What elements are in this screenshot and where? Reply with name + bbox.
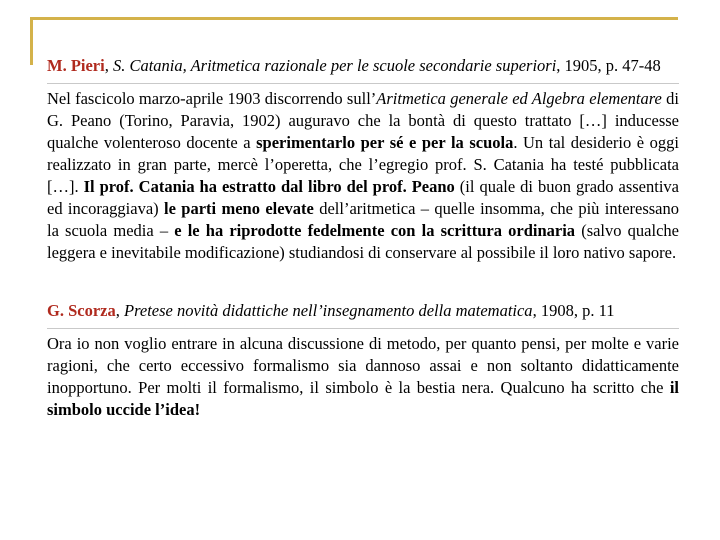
- slide-content: [47, 55, 679, 421]
- quote-text: Ora io non voglio entrare in alcuna discussione di metodo, per quanto pensi, per molte e varie ragioni, che certo eccessivo formalismo sia dannoso assai e non soltanto didatticamente inopportuno. Per molti il formalismo, il simbolo è la bestia nera. Qualcuno ha scritto che: [47, 334, 679, 397]
- quote-text: di G. Peano (Torino, Paravia, 1902) auguravo che la bontà di questo trattato […] inducesse qualche volenteroso docente a: [47, 89, 680, 152]
- author-pieri: M. Pieri: [47, 56, 105, 75]
- quote-bold: e le ha riprodotte fedelmente con la scrittura ordinaria: [174, 221, 576, 240]
- quote-text: (salvo qualche leggera e inevitabile modificazione) studiandosi di conservare al possibile il loro nativo sapore.: [47, 221, 679, 262]
- author-scorza: G. Scorza: [47, 301, 116, 320]
- quote-pieri: [47, 88, 679, 264]
- quote-bold: le parti meno elevate: [164, 199, 314, 218]
- work-title-scorza: Pretese novità didattiche nell’insegnamento della matematica: [123, 301, 533, 320]
- quote-text: Nel fascicolo marzo-aprile 1903 discorrendo sull’: [47, 89, 377, 108]
- quote-text: dell’aritmetica – quelle insomma, che più interessano la scuola media –: [47, 199, 679, 240]
- citation-details: , 1905, p. 47-48: [556, 56, 661, 75]
- citation-scorza: [47, 300, 679, 322]
- slide-frame-top-border: [30, 17, 678, 20]
- divider: [47, 83, 679, 84]
- citation-separator: ,: [104, 56, 113, 75]
- quote-bold: sperimentarlo per sé e per la scuola: [256, 133, 514, 152]
- quote-italic: Aritmetica generale ed Algebra elementare: [376, 89, 662, 108]
- slide-frame-left-border: [30, 17, 33, 65]
- citation-details: , 1908, p. 11: [532, 301, 615, 320]
- work-title-catania: S. Catania, Aritmetica razionale per le scuole secondarie superiori: [112, 56, 557, 75]
- quote-text: . Un tal desiderio è oggi realizzato in gran parte, mercè l’operetta, che l’egregio prof. S. Catania ha testé pubblicata […].: [47, 133, 680, 196]
- citation-pieri: [47, 55, 679, 77]
- citation-separator: ,: [115, 301, 124, 320]
- divider: [47, 328, 679, 329]
- quote-text: (il quale di buon grado assentiva ed incoraggiava): [47, 177, 679, 218]
- quote-bold: Il prof. Catania ha estratto dal libro del prof. Peano: [83, 177, 455, 196]
- spacer: [47, 264, 679, 300]
- quote-scorza: [47, 333, 679, 421]
- quote-bold: il simbolo uccide l’idea!: [47, 378, 679, 419]
